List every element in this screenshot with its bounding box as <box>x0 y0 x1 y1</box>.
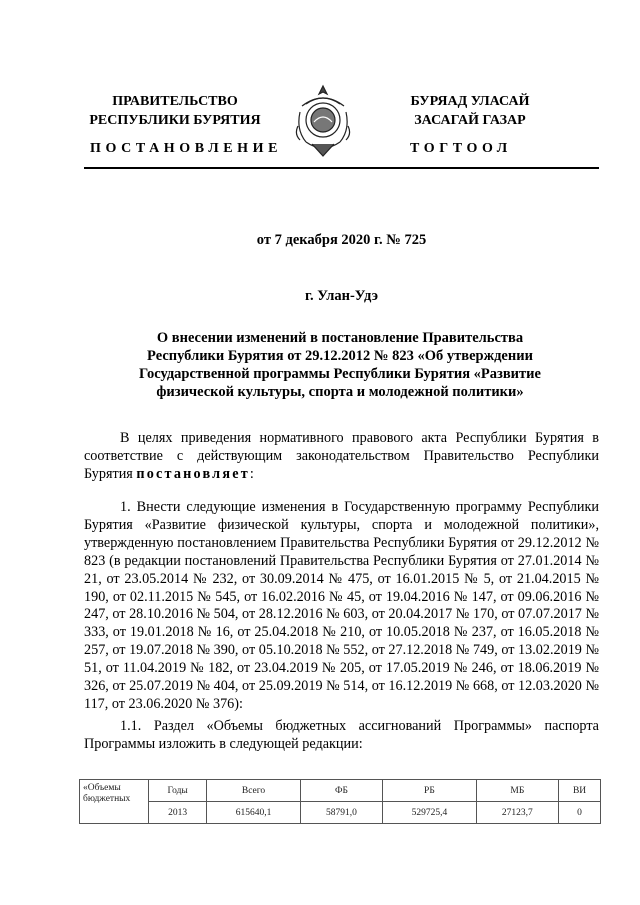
act-type-bur: ТОГТООЛ <box>410 141 512 156</box>
item-1-paragraph <box>84 499 599 714</box>
issuer-ru-line1: ПРАВИТЕЛЬСТВО <box>112 94 238 109</box>
issuer-bur-line1: БУРЯАД УЛАСАЙ <box>410 94 530 109</box>
table-header-cell: РБ <box>383 780 476 802</box>
issuer-ru <box>70 92 280 130</box>
document-title: О внесении изменений в постановление Правительства Республики Бурятия от 29.12.2012 № 823 «Об утверждении Государственной программы Республики Бурятия «Развитие физической культуры, спорта и молодежной политики» <box>139 330 541 400</box>
table-header-cell: ФБ <box>300 780 382 802</box>
table-cell: 27123,7 <box>476 802 558 824</box>
table-header-cell: ВИ <box>559 780 601 802</box>
item-1-1-paragraph <box>84 718 599 754</box>
preamble-paragraph <box>84 430 599 484</box>
document-city: г. Улан-Удэ <box>305 288 378 304</box>
table-header-cell: МБ <box>476 780 558 802</box>
issuer-bur-line2: ЗАСАГАЙ ГАЗАР <box>414 113 526 128</box>
preamble-tail: : <box>249 465 254 482</box>
item-1-1-text: 1.1. Раздел «Объемы бюджетных ассигнований Программы» паспорта Программы изложить в следующей редакции: <box>84 718 599 752</box>
table-row <box>80 802 601 824</box>
coat-of-arms-emblem <box>292 82 354 160</box>
table-header-row <box>80 780 601 802</box>
budget-table <box>79 779 601 824</box>
table-cell: 529725,4 <box>383 802 476 824</box>
document-date-number: от 7 декабря 2020 г. № 725 <box>256 232 427 248</box>
table-cell: 2013 <box>149 802 207 824</box>
act-type-ru: ПОСТАНОВЛЕНИЕ <box>90 141 283 156</box>
table-cell: 0 <box>559 802 601 824</box>
issuer-bur <box>375 92 565 130</box>
issuer-ru-line2: РЕСПУБЛИКИ БУРЯТИЯ <box>89 113 261 128</box>
preamble-text: В целях приведения нормативного правового акта Республики Бурятия в соответствие с действующим законодательством Правительство Республики Бурятия <box>84 430 599 482</box>
table-cell: 615640,1 <box>207 802 300 824</box>
item-1-text: 1. Внести следующие изменения в Государственную программу Республики Бурятия «Развитие физической культуры, спорта и молодежной политики», утвержденную постановлением Правительства Республики Бурятия от 29.12.2012 № 823 (в редакции постановлений Правительства Республики Бурятия от 27.01.2014 № 21, от 23.05.2014 № 232, от 30.09.2014 № 475, от 16.01.2015 № 5, от 21.04.2015 № 190, от 02.11.2015 № 545, от 16.02.2016 № 45, от 19.04.2016 № 147, от 09.06.2016 № 247, от 28.10.2016 № 504, от 28.12.2016 № 603, от 20.04.2017 № 170, от 07.07.2017 № 333, от 19.01.2018 № 16, от 25.04.2018 № 210, от 10.05.2018 № 237, от 16.05.2018 № 257, от 19.07.2018 № 390, от 05.10.2018 № 552, от 27.12.2018 № 749, от 13.02.2019 № 51, от 11.04.2019 № 182, от 23.04.2019 № 205, от 17.05.2019 № 246, от 18.06.2019 № 326, от 25.07.2019 № 404, от 25.09.2019 № 514, от 16.12.2019 № 668, от 12.03.2020 № 117, от 23.06.2020 № 376): <box>84 499 599 712</box>
table-cell: 58791,0 <box>300 802 382 824</box>
resolves-keyword: постановляет <box>136 465 250 482</box>
table-header-cell: Годы <box>149 780 207 802</box>
table-header-cell: Всего <box>207 780 300 802</box>
header-divider <box>84 167 599 169</box>
table-first-cell: «Объемы бюджетных <box>80 780 149 824</box>
